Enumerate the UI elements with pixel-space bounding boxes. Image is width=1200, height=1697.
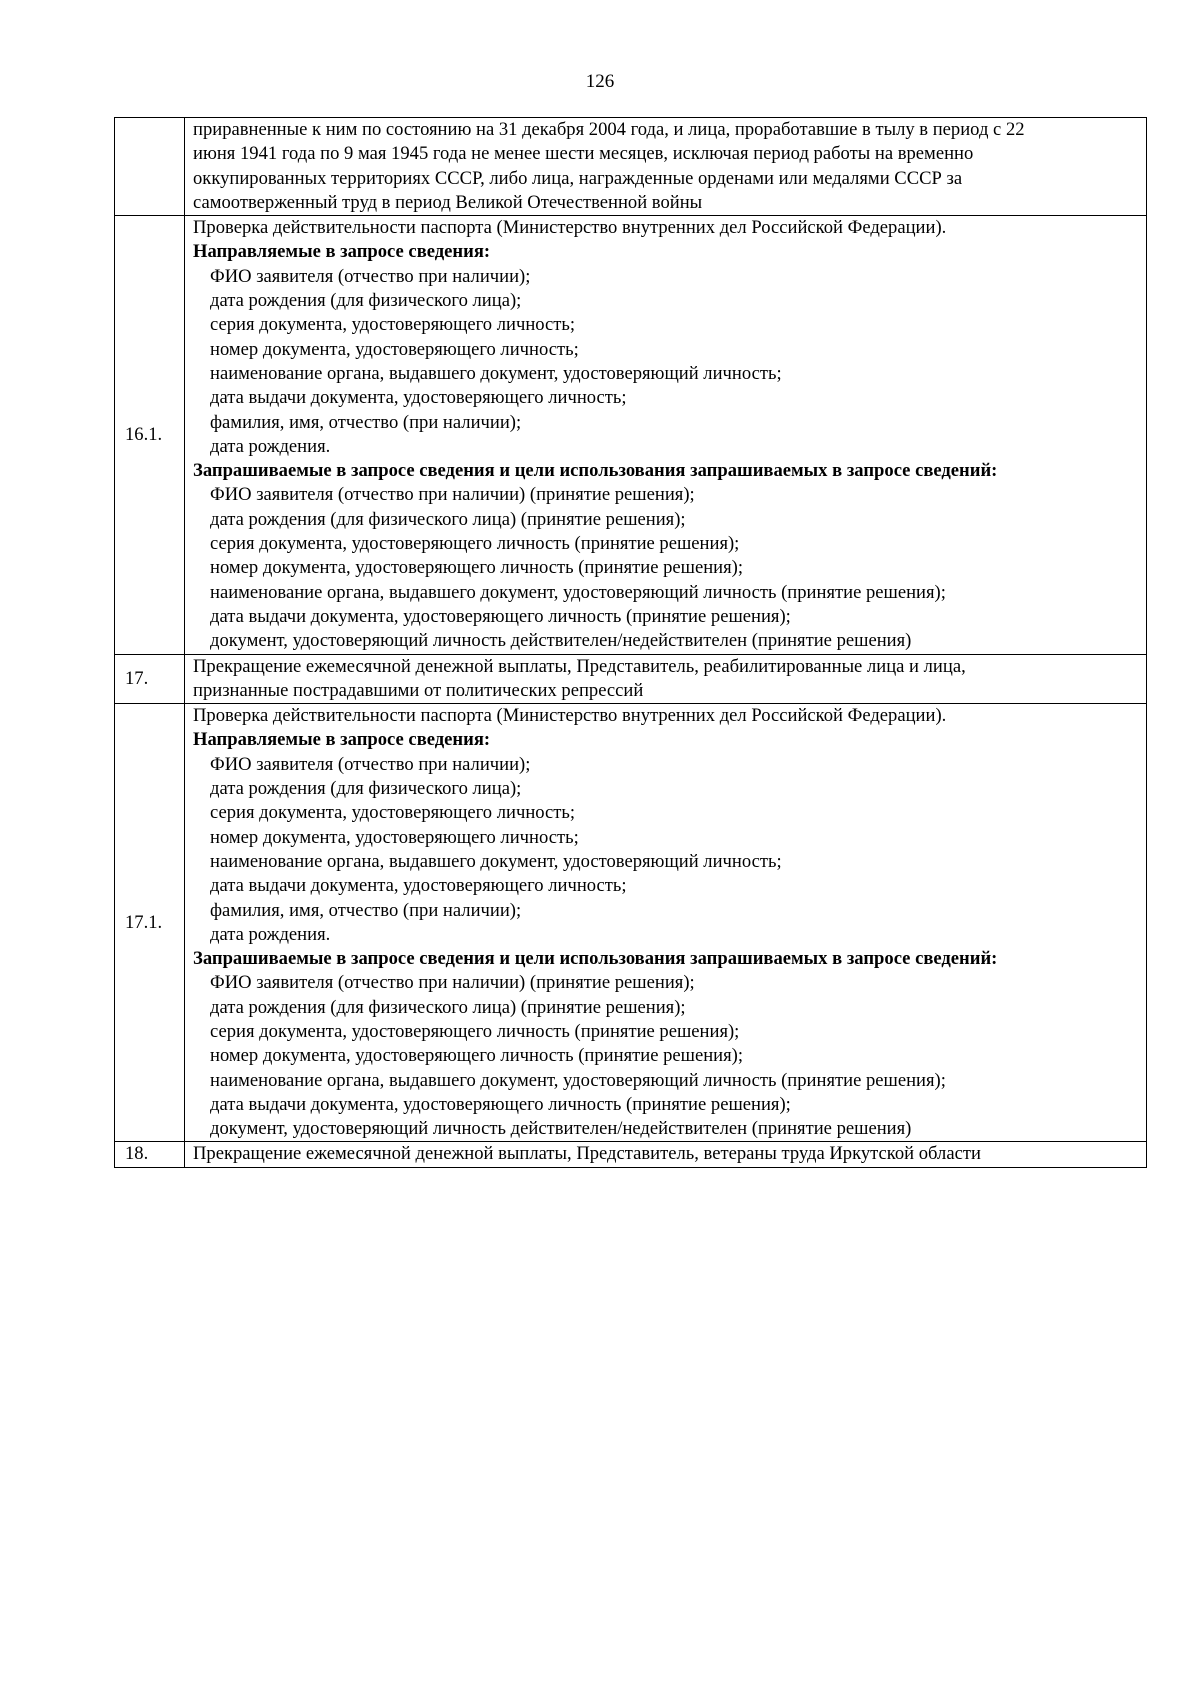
requested-data-item: наименование органа, выдавшего документ, удостоверяющий личность (принятие решения);	[210, 581, 946, 603]
text-line: июня 1941 года по 9 мая 1945 года не менее шести месяцев, исключая период работы на временно	[193, 143, 974, 165]
table-row	[115, 118, 1147, 216]
sent-data-item: серия документа, удостоверяющего личность;	[210, 314, 576, 336]
text-line: оккупированных территориях СССР, либо лица, награжденные орденами или медалями СССР за	[193, 167, 963, 189]
row-text-cell	[185, 216, 1147, 654]
requested-data-item: серия документа, удостоверяющего личность (принятие решения);	[210, 1020, 740, 1042]
table-row	[115, 654, 1147, 704]
sent-data-item: дата рождения.	[210, 923, 331, 945]
table-row	[115, 216, 1147, 654]
row-text-cell	[185, 1142, 1147, 1167]
requested-data-item: документ, удостоверяющий личность действителен/недействителен (принятие решения)	[210, 630, 912, 652]
requested-data-item: наименование органа, выдавшего документ, удостоверяющий личность (принятие решения);	[210, 1069, 946, 1091]
text-line: Прекращение ежемесячной денежной выплаты, Представитель, ветераны труда Иркутской области	[193, 1143, 981, 1165]
table-row	[115, 704, 1147, 1142]
requested-data-item: серия документа, удостоверяющего личность (принятие решения);	[210, 533, 740, 555]
row-number-cell	[115, 1142, 185, 1167]
row-text-cell	[185, 704, 1147, 1142]
document-table	[114, 117, 1147, 1168]
row-number-cell	[115, 654, 185, 704]
row-number: 16.1.	[125, 423, 163, 445]
row-number-cell	[115, 704, 185, 1142]
row-text-cell	[185, 118, 1147, 216]
requested-data-item: ФИО заявителя (отчество при наличии) (принятие решения);	[210, 484, 695, 506]
requested-data-heading: Запрашиваемые в запросе сведения и цели использования запрашиваемых в запросе сведений:	[193, 948, 998, 970]
row-number: 18.	[125, 1143, 149, 1165]
sent-data-item: дата рождения (для физического лица);	[210, 778, 522, 800]
sent-data-item: дата выдачи документа, удостоверяющего личность;	[210, 875, 627, 897]
check-description: Проверка действительности паспорта (Министерство внутренних дел Российской Федерации).	[193, 705, 947, 727]
sent-data-item: дата рождения.	[210, 435, 331, 457]
sent-data-item: серия документа, удостоверяющего личность;	[210, 802, 576, 824]
requested-data-item: дата выдачи документа, удостоверяющего личность (принятие решения);	[210, 605, 791, 627]
check-description: Проверка действительности паспорта (Министерство внутренних дел Российской Федерации).	[193, 217, 947, 239]
text-line: приравненные к ним по состоянию на 31 декабря 2004 года, и лица, проработавшие в тылу в период с 22	[193, 119, 1025, 140]
sent-data-item: номер документа, удостоверяющего личность;	[210, 826, 579, 848]
requested-data-item: документ, удостоверяющий личность действителен/недействителен (принятие решения)	[210, 1118, 912, 1140]
requested-data-heading: Запрашиваемые в запросе сведения и цели использования запрашиваемых в запросе сведений:	[193, 460, 998, 482]
sent-data-item: дата выдачи документа, удостоверяющего личность;	[210, 387, 627, 409]
text-line: признанные пострадавшими от политических репрессий	[193, 679, 644, 701]
row-number: 17.1.	[125, 911, 163, 933]
sent-data-item: фамилия, имя, отчество (при наличии);	[210, 411, 522, 433]
sent-data-item: дата рождения (для физического лица);	[210, 290, 522, 312]
row-number-cell	[115, 118, 185, 216]
sent-data-item: фамилия, имя, отчество (при наличии);	[210, 899, 522, 921]
sent-data-item: ФИО заявителя (отчество при наличии);	[210, 753, 531, 775]
sent-data-item: наименование органа, выдавшего документ, удостоверяющий личность;	[210, 850, 782, 872]
sent-data-item: ФИО заявителя (отчество при наличии);	[210, 265, 531, 287]
row-number: 17.	[125, 667, 149, 689]
sent-data-heading: Направляемые в запросе сведения:	[193, 729, 491, 751]
requested-data-item: дата рождения (для физического лица) (принятие решения);	[210, 996, 686, 1018]
sent-data-heading: Направляемые в запросе сведения:	[193, 241, 491, 263]
text-line: самоотверженный труд в период Великой Отечественной войны	[193, 191, 703, 213]
page-number: 126	[585, 71, 615, 92]
table-row	[115, 1142, 1147, 1167]
requested-data-item: номер документа, удостоверяющего личность (принятие решения);	[210, 557, 744, 579]
requested-data-item: номер документа, удостоверяющего личность (принятие решения);	[210, 1045, 744, 1067]
text-line: Прекращение ежемесячной денежной выплаты, Представитель, реабилитированные лица и лица,	[193, 655, 966, 677]
requested-data-item: дата рождения (для физического лица) (принятие решения);	[210, 508, 686, 530]
sent-data-item: наименование органа, выдавшего документ, удостоверяющий личность;	[210, 362, 782, 384]
sent-data-item: номер документа, удостоверяющего личность;	[210, 338, 579, 360]
requested-data-item: дата выдачи документа, удостоверяющего личность (принятие решения);	[210, 1093, 791, 1115]
row-number-cell	[115, 216, 185, 654]
requested-data-item: ФИО заявителя (отчество при наличии) (принятие решения);	[210, 972, 695, 994]
row-text-cell	[185, 654, 1147, 704]
